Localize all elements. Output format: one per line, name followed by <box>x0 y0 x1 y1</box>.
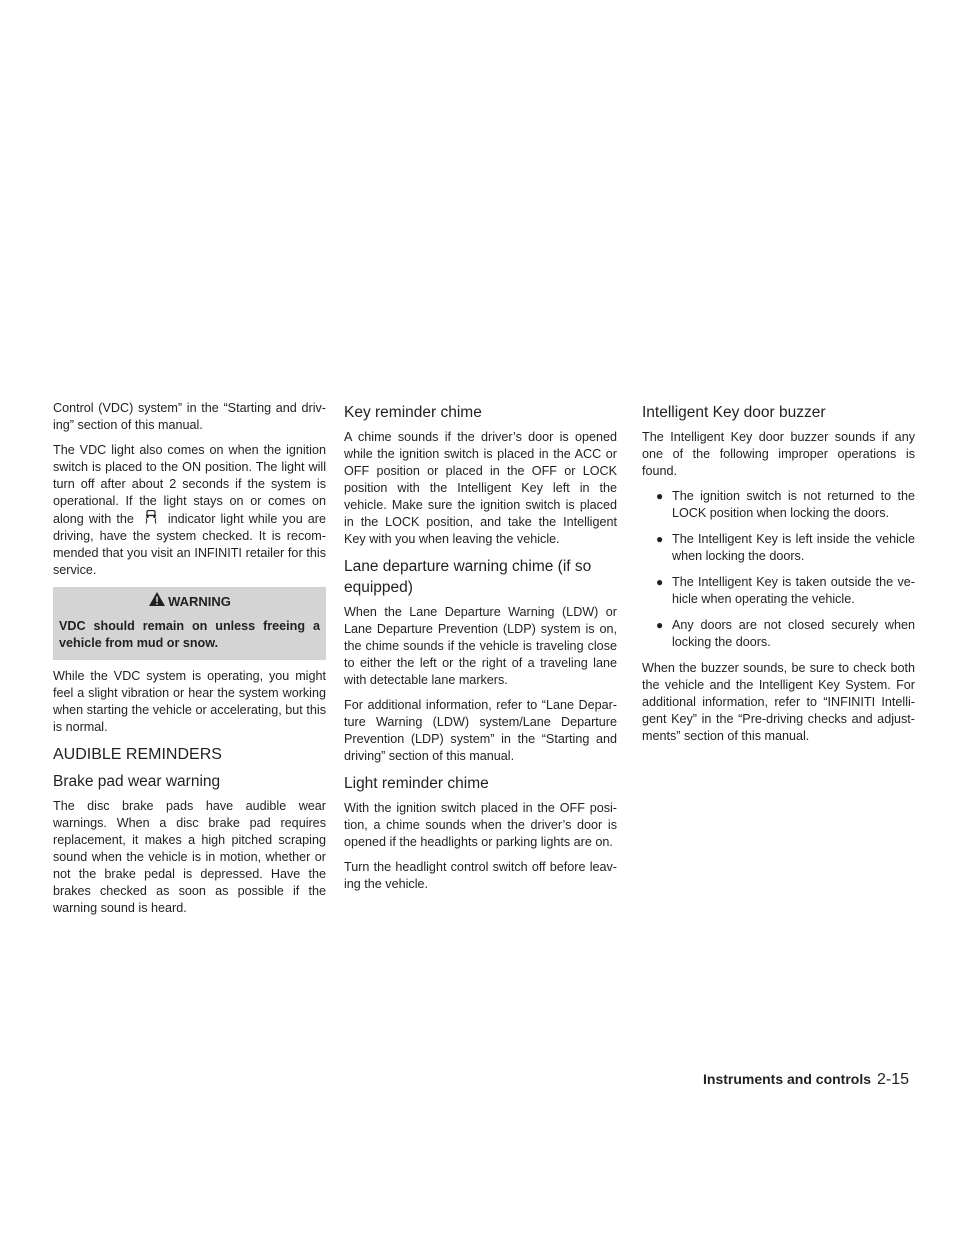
warning-triangle-icon <box>148 591 166 612</box>
vdc-light-paragraph <box>53 442 326 579</box>
footer-section-title: Instruments and controls <box>703 1071 872 1087</box>
lane-departure-paragraph-2: For additional information, refer to “Lane Depar-ture Warning (LDW) system/Lane Departure Prevention (LDP) system” in the “Starting and driving” section of this manual. <box>344 698 617 763</box>
warning-box <box>53 587 326 660</box>
slip-indicator-icon <box>134 510 168 524</box>
heading-key-door-buzzer: Intelligent Key door buzzer <box>642 404 826 421</box>
list-item <box>642 531 915 565</box>
vdc-light-text-before: The VDC light also comes on when the ignition switch is placed to the ON position. The light will turn off after about 2 seconds if the system is operational. If the light stays on or comes on along with the <box>53 443 326 526</box>
bullet-icon: ● <box>656 618 664 632</box>
brake-pad-paragraph: The disc brake pads have audible wear warnings. When a disc brake pad requires replacement, it makes a high pitched scraping sound when the vehicle is in motion, whether or not the brake pedal is depressed. Have the brakes checked as soon as possible if the warning sound is heard. <box>53 799 326 915</box>
page-number: 2-15 <box>877 1071 910 1088</box>
key-reminder-paragraph: A chime sounds if the driver’s door is opened while the ignition switch is placed in the ACC or OFF position or placed in the OFF or LOCK position with the Intelligent Key left in the vehicle. Make sure the ignition switch is placed in the LOCK position, and take the Intelligent Key with you when leaving the vehicle. <box>344 430 617 546</box>
bullet-icon: ● <box>656 489 664 503</box>
section-heading-audible-reminders: AUDIBLE REMINDERS <box>53 746 222 763</box>
list-item-text: The Intelligent Key is left inside the vehicle when locking the doors. <box>672 532 915 563</box>
buzzer-outro-paragraph: When the buzzer sounds, be sure to check both the vehicle and the Intelligent Key System. For additional information, refer to “INFINITI Intelli-gent Key” in the “Pre-driving checks and adjust-ments” section of this manual. <box>642 661 915 743</box>
buzzer-condition-list <box>642 488 915 651</box>
list-item <box>642 617 915 651</box>
lane-departure-paragraph-1: When the Lane Departure Warning (LDW) or Lane Departure Prevention (LDP) system is on, the chime sounds if the vehicle is traveling close to either the left or the right of a traveling lane with detectable lane markers. <box>344 605 617 687</box>
heading-key-reminder: Key reminder chime <box>344 404 482 421</box>
vdc-operating-paragraph: While the VDC system is operating, you might feel a slight vibration or hear the system working when starting the vehicle or accelerating, but this is normal. <box>53 669 326 734</box>
bullet-icon: ● <box>656 575 664 589</box>
light-reminder-paragraph-1: With the ignition switch placed in the OFF posi-tion, a chime sounds when the driver’s door is opened if the headlights or parking lights are on. <box>344 801 617 849</box>
list-item-text: Any doors are not closed securely when locking the doors. <box>672 618 915 649</box>
vdc-continued-paragraph: Control (VDC) system” in the “Starting and driv-ing” section of this manual. <box>53 401 326 432</box>
heading-brake-pad-wear: Brake pad wear warning <box>53 773 221 790</box>
buzzer-intro-paragraph: The Intelligent Key door buzzer sounds if any one of the following improper operations is found. <box>642 430 915 478</box>
heading-lane-departure: Lane departure warning chime (if so equipped) <box>344 558 592 596</box>
warning-text: VDC should remain on unless freeing a vehicle from mud or snow. <box>59 619 320 650</box>
list-item <box>642 574 915 608</box>
list-item-text: The ignition switch is not returned to the LOCK position when locking the doors. <box>672 489 915 520</box>
warning-label: WARNING <box>168 593 231 609</box>
list-item-text: The Intelligent Key is taken outside the ve-hicle when operating the vehicle. <box>672 575 915 606</box>
page-footer <box>703 1071 910 1095</box>
heading-light-reminder: Light reminder chime <box>344 775 489 792</box>
list-item <box>642 488 915 522</box>
vdc-light-text-after: indicator light while you are driving, have the system checked. It is recom-mended that you visit an INFINITI retailer for this service. <box>53 512 326 577</box>
column-right <box>642 400 915 753</box>
warning-header <box>57 591 322 612</box>
bullet-icon: ● <box>656 532 664 546</box>
column-middle <box>344 400 617 901</box>
column-left <box>53 400 326 925</box>
light-reminder-paragraph-2: Turn the headlight control switch off before leav-ing the vehicle. <box>344 860 617 891</box>
